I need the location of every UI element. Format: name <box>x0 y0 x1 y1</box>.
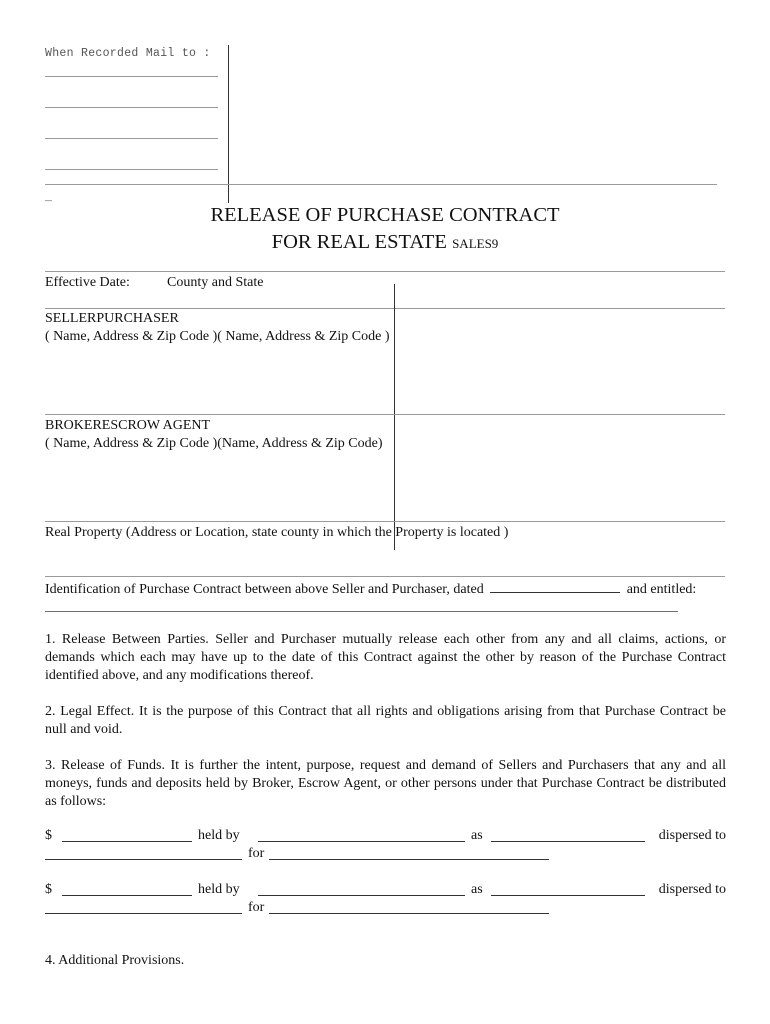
distribution-row-1 <box>45 828 726 846</box>
mail-to-line-3[interactable] <box>45 138 218 139</box>
real-property-bottom-line <box>45 576 725 577</box>
section-4-additional-provisions: 4. Additional Provisions. <box>45 953 185 968</box>
currency-symbol: $ <box>45 882 52 897</box>
county-state-label: County and State <box>167 275 264 290</box>
broker-escrow-bottom-line <box>45 521 725 522</box>
mail-to-line-1[interactable] <box>45 76 218 77</box>
distribution-row-2 <box>45 882 726 900</box>
distribution-row-2-continued <box>45 900 726 918</box>
purpose-field-1[interactable] <box>269 846 549 860</box>
mail-to-line-2[interactable] <box>45 107 218 108</box>
fields-top-line <box>45 271 725 272</box>
broker-escrow-heading: BROKERESCROW AGENT <box>45 418 211 433</box>
broker-escrow-subheading: ( Name, Address & Zip Code )(Name, Address & Zip Code) <box>45 436 383 451</box>
mail-to-line-4[interactable] <box>45 169 218 170</box>
amount-field-1[interactable] <box>62 828 192 842</box>
as-label: as <box>471 882 483 897</box>
header-separator <box>45 184 717 185</box>
for-label: for <box>248 846 265 861</box>
seller-purchaser-bottom-line <box>45 414 725 415</box>
for-label: for <box>248 900 265 915</box>
contract-title-line[interactable] <box>45 611 678 612</box>
identification-row <box>45 579 726 597</box>
section-1-release-between-parties: 1. Release Between Parties. Seller and Purchaser mutually release each other from any and all claims, actions, or demands which each may have up to the date of this Contract against the other by reason of the Purchase Contract identified above, and any modifications thereof. <box>45 632 726 683</box>
seller-purchaser-subheading: ( Name, Address & Zip Code )( Name, Address & Zip Code ) <box>45 329 390 344</box>
section-2-legal-effect: 2. Legal Effect. It is the purpose of this Contract that all rights and obligations arising from that Purchase Contract be null and void. <box>45 704 726 737</box>
recipient-field-1[interactable] <box>45 846 242 860</box>
holder-field-1[interactable] <box>258 828 465 842</box>
identification-text: Identification of Purchase Contract between above Seller and Purchaser, dated <box>45 582 484 597</box>
role-field-1[interactable] <box>491 828 645 842</box>
purpose-field-2[interactable] <box>269 900 549 914</box>
effective-date-label: Effective Date: <box>45 275 130 290</box>
contract-date-field[interactable] <box>490 579 620 593</box>
mail-to-divider <box>228 45 229 203</box>
currency-symbol: $ <box>45 828 52 843</box>
held-by-label: held by <box>198 828 240 843</box>
dispersed-to-label: dispersed to <box>658 828 726 843</box>
identification-suffix: and entitled: <box>626 582 697 597</box>
parties-column-divider <box>394 284 395 550</box>
seller-purchaser-heading: SELLERPURCHASER <box>45 311 179 326</box>
form-code: SALES9 <box>452 236 499 251</box>
section-3-release-of-funds: 3. Release of Funds. It is further the intent, purpose, request and demand of Sellers and Purchasers that any and all moneys, funds and deposits held by Broker, Escrow Agent, or other persons under that Purchase Contract be distributed as follows: <box>45 758 726 809</box>
mail-to-label: When Recorded Mail to : <box>45 47 211 60</box>
subtitle-text: FOR REAL ESTATE <box>271 231 447 253</box>
dispersed-to-label: dispersed to <box>658 882 726 897</box>
held-by-label: held by <box>198 882 240 897</box>
amount-field-2[interactable] <box>62 882 192 896</box>
stray-dash: _ <box>45 191 53 204</box>
distribution-row-1-continued <box>45 846 726 864</box>
as-label: as <box>471 828 483 843</box>
real-property-label: Real Property (Address or Location, state county in which the Property is located ) <box>45 525 509 540</box>
document-title: RELEASE OF PURCHASE CONTRACT <box>210 204 560 226</box>
parties-top-line <box>45 308 725 309</box>
role-field-2[interactable] <box>491 882 645 896</box>
holder-field-2[interactable] <box>258 882 465 896</box>
recipient-field-2[interactable] <box>45 900 242 914</box>
document-subtitle <box>0 231 770 254</box>
